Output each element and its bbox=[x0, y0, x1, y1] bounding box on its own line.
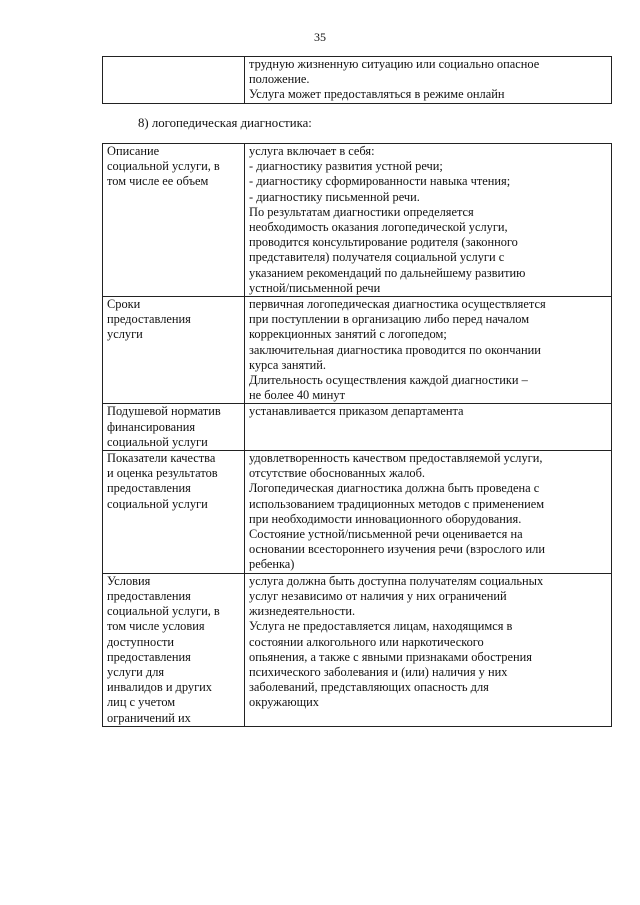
row-label-line: социальной услуги, в bbox=[107, 604, 220, 619]
row-content-cell bbox=[245, 297, 612, 404]
row-label-cell bbox=[103, 404, 245, 451]
row-content-line: Услуга не предоставляется лицам, находящимся в bbox=[249, 619, 513, 634]
row-content-line: коррекционных занятий с логопедом; bbox=[249, 327, 447, 342]
page-number: 35 bbox=[314, 30, 326, 44]
row-content-line: устанавливается приказом департамента bbox=[249, 404, 464, 419]
row-content-line: услуга включает в себя: bbox=[249, 144, 375, 158]
row-content-line: услуга должна быть доступна получателям социальных bbox=[249, 573, 544, 588]
row-label-line: доступности bbox=[107, 634, 175, 649]
row-content-cell bbox=[245, 404, 612, 451]
row-label-line: социальной услуги bbox=[107, 434, 208, 449]
row-content-line: использованием традиционных методов с применением bbox=[249, 496, 545, 511]
row-content-cell bbox=[245, 451, 612, 574]
row-content-line: жизнедеятельности. bbox=[249, 604, 356, 619]
row-content-line: удовлетворенность качеством предоставляемой услуги, bbox=[249, 451, 543, 466]
row-content-line: необходимость оказания логопедической услуги, bbox=[249, 220, 508, 235]
continuation-table bbox=[102, 56, 612, 104]
table-row bbox=[103, 573, 612, 726]
row-label-line: Показатели качества bbox=[107, 451, 216, 466]
row-content-line: Состояние устной/письменной речи оценивается на bbox=[249, 527, 523, 542]
row-label-cell bbox=[103, 144, 245, 297]
row-label-line: и оценка результатов bbox=[107, 466, 218, 481]
row-label-line: предоставления bbox=[107, 312, 191, 327]
row-content-line: услуг независимо от наличия у них ограничений bbox=[249, 588, 507, 603]
row-content-cell bbox=[245, 573, 612, 726]
row-label-line: том числе условия bbox=[107, 619, 205, 634]
row-content-line: указанием рекомендаций по дальнейшему развитию bbox=[249, 265, 526, 280]
row-content-line: представителя) получателя социальной услуги с bbox=[249, 250, 505, 265]
continuation-line: Услуга может предоставляться в режиме онлайн bbox=[249, 87, 505, 102]
row-content-line: - диагностику сформированности навыка чтения; bbox=[249, 174, 511, 189]
row-content-line: проводится консультирование родителя (законного bbox=[249, 235, 518, 250]
row-content-line: устной/письменной речи bbox=[249, 280, 381, 295]
row-content-line: ребенка) bbox=[249, 557, 295, 572]
row-content-line: опьянения, а также с явными признаками обострения bbox=[249, 649, 532, 664]
row-content-line: По результатам диагностики определяется bbox=[249, 204, 474, 219]
row-label-cell bbox=[103, 573, 245, 726]
row-content-line: - диагностику развития устной речи; bbox=[249, 159, 443, 174]
row-content-line: Длительность осуществления каждой диагностики – bbox=[249, 373, 528, 388]
row-label-line: том числе ее объем bbox=[107, 174, 209, 189]
row-label-line: услуги bbox=[107, 327, 143, 342]
row-label-line: социальной услуги bbox=[107, 496, 208, 511]
table-row bbox=[103, 57, 612, 104]
service-table bbox=[102, 143, 612, 727]
row-label-line: ограничений их bbox=[107, 710, 191, 725]
row-content-line: при поступлении в организацию либо перед началом bbox=[249, 312, 530, 327]
row-content-line: окружающих bbox=[249, 695, 319, 710]
row-label-line: Подушевой норматив bbox=[107, 404, 221, 419]
row-content-line: при необходимости инновационного оборудования. bbox=[249, 511, 522, 526]
row-content-line: заключительная диагностика проводится по окончании bbox=[249, 342, 541, 357]
row-content-line: основании всестороннего изучения речи (взрослого или bbox=[249, 542, 545, 557]
continuation-label-cell bbox=[103, 57, 245, 104]
row-content-line: не более 40 минут bbox=[249, 388, 346, 403]
section-heading: 8) логопедическая диагностика: bbox=[138, 116, 312, 130]
row-label-line: финансирования bbox=[107, 419, 196, 434]
row-label-cell bbox=[103, 451, 245, 574]
row-label-line: предоставления bbox=[107, 588, 191, 603]
row-label-line: предоставления bbox=[107, 481, 191, 496]
continuation-content-cell bbox=[245, 57, 612, 104]
row-content-line: психического заболевания и (или) наличия у них bbox=[249, 664, 508, 679]
table-row bbox=[103, 451, 612, 574]
row-content-line: отсутствие обоснованных жалоб. bbox=[249, 466, 426, 481]
row-label-line: социальной услуги, в bbox=[107, 159, 220, 174]
continuation-line: положение. bbox=[249, 72, 310, 87]
table-row bbox=[103, 404, 612, 451]
row-label-line: Условия bbox=[107, 573, 151, 588]
row-content-line: Логопедическая диагностика должна быть проведена с bbox=[249, 481, 540, 496]
row-label-line: Сроки bbox=[107, 297, 141, 312]
table-row bbox=[103, 144, 612, 297]
row-content-line: курса занятий. bbox=[249, 357, 326, 372]
row-label-cell bbox=[103, 297, 245, 404]
row-label-line: инвалидов и других bbox=[107, 680, 212, 695]
row-content-cell bbox=[245, 144, 612, 297]
row-content-line: состоянии алкогольного или наркотического bbox=[249, 634, 484, 649]
row-label-line: Описание bbox=[107, 144, 160, 158]
row-label-line: услуги для bbox=[107, 664, 165, 679]
continuation-line: трудную жизненную ситуацию или социально опасное bbox=[249, 57, 540, 71]
table-row bbox=[103, 297, 612, 404]
row-content-line: - диагностику письменной речи. bbox=[249, 189, 420, 204]
row-content-line: первичная логопедическая диагностика осуществляется bbox=[249, 297, 546, 312]
row-label-line: лиц с учетом bbox=[107, 695, 176, 710]
row-label-line: предоставления bbox=[107, 649, 191, 664]
row-content-line: заболеваний, представляющих опасность для bbox=[249, 680, 489, 695]
